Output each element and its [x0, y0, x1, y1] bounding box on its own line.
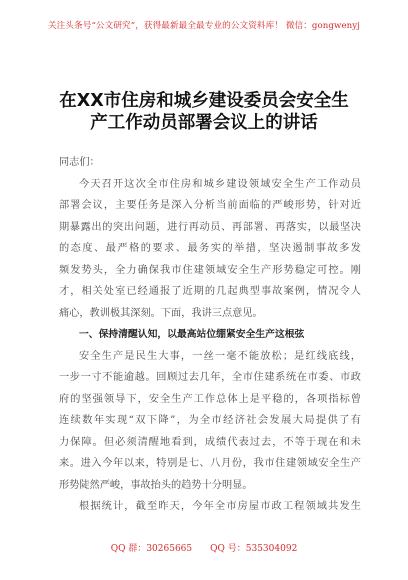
body-line: 来。进入今年以来，特别是七、八月份，我市住建领域安全生产	[59, 458, 361, 469]
section-heading: 一、保持清醒认知，以最高站位绷紧安全生产这根弦	[79, 329, 305, 340]
promo-banner: 关注头条号“公文研究”，获得最新最全最专业的公文资料库！ 微信：gongwenyj	[47, 21, 361, 31]
title-line: 产工作动员部署会议上的讲话	[90, 113, 318, 133]
document-title	[28, 90, 380, 134]
body-line: 频发势头，全力确保我市住建领域安全生产形势稳定可控。刚	[59, 264, 361, 276]
body-line: 根据统计，截至昨天，今年全市房屋市政工程领域共发生	[79, 501, 361, 512]
body-line: 力保障。但必须清醒地看到，成绩代表过去，不等于现在和未	[59, 436, 361, 448]
body-line: 今天召开这次全市住房和城乡建设领域安全生产工作动员	[79, 178, 361, 190]
body-line: 安全生产是民生大事，一丝一毫不能放松；是红线底线，	[79, 350, 361, 362]
qq-group-label: QQ 群：30265665	[110, 544, 193, 554]
body-line: 期暴露出的突出问题，进行再动员、再部署、再落实，以最坚决	[59, 221, 361, 233]
document-body	[59, 152, 361, 518]
title-line: 在XX市住房和城乡建设委员会安全生	[59, 91, 349, 111]
qq-number-label: QQ 号：535304092	[210, 544, 298, 554]
body-line: 才，相关处室已经通报了近期的几起典型事故案例，情况令人	[59, 286, 361, 297]
body-line: 连续数年实现“双下降”，为全市经济社会发展大局提供了有	[59, 415, 361, 426]
body-line: 的态度、最严格的要求、最务实的举措，坚决遏制事故多发	[59, 243, 361, 254]
body-line: 形势陡然严峻，事故抬头的趋势十分明显。	[59, 479, 253, 491]
body-line: 痛心，教训极其深刻。下面，我讲三点意见。	[59, 307, 263, 319]
body-line: 府的坚强领导下，安全生产工作总体上是平稳的，各项指标曾	[59, 393, 361, 405]
body-line: 一步一寸不能逾越。回顾过去几年，全市住建系统在市委、市政	[59, 372, 361, 383]
contact-footer	[0, 541, 408, 554]
salutation: 同志们：	[59, 157, 100, 168]
body-line: 部署会议，主要任务是深入分析当前面临的严峻形势，针对近	[59, 200, 361, 211]
